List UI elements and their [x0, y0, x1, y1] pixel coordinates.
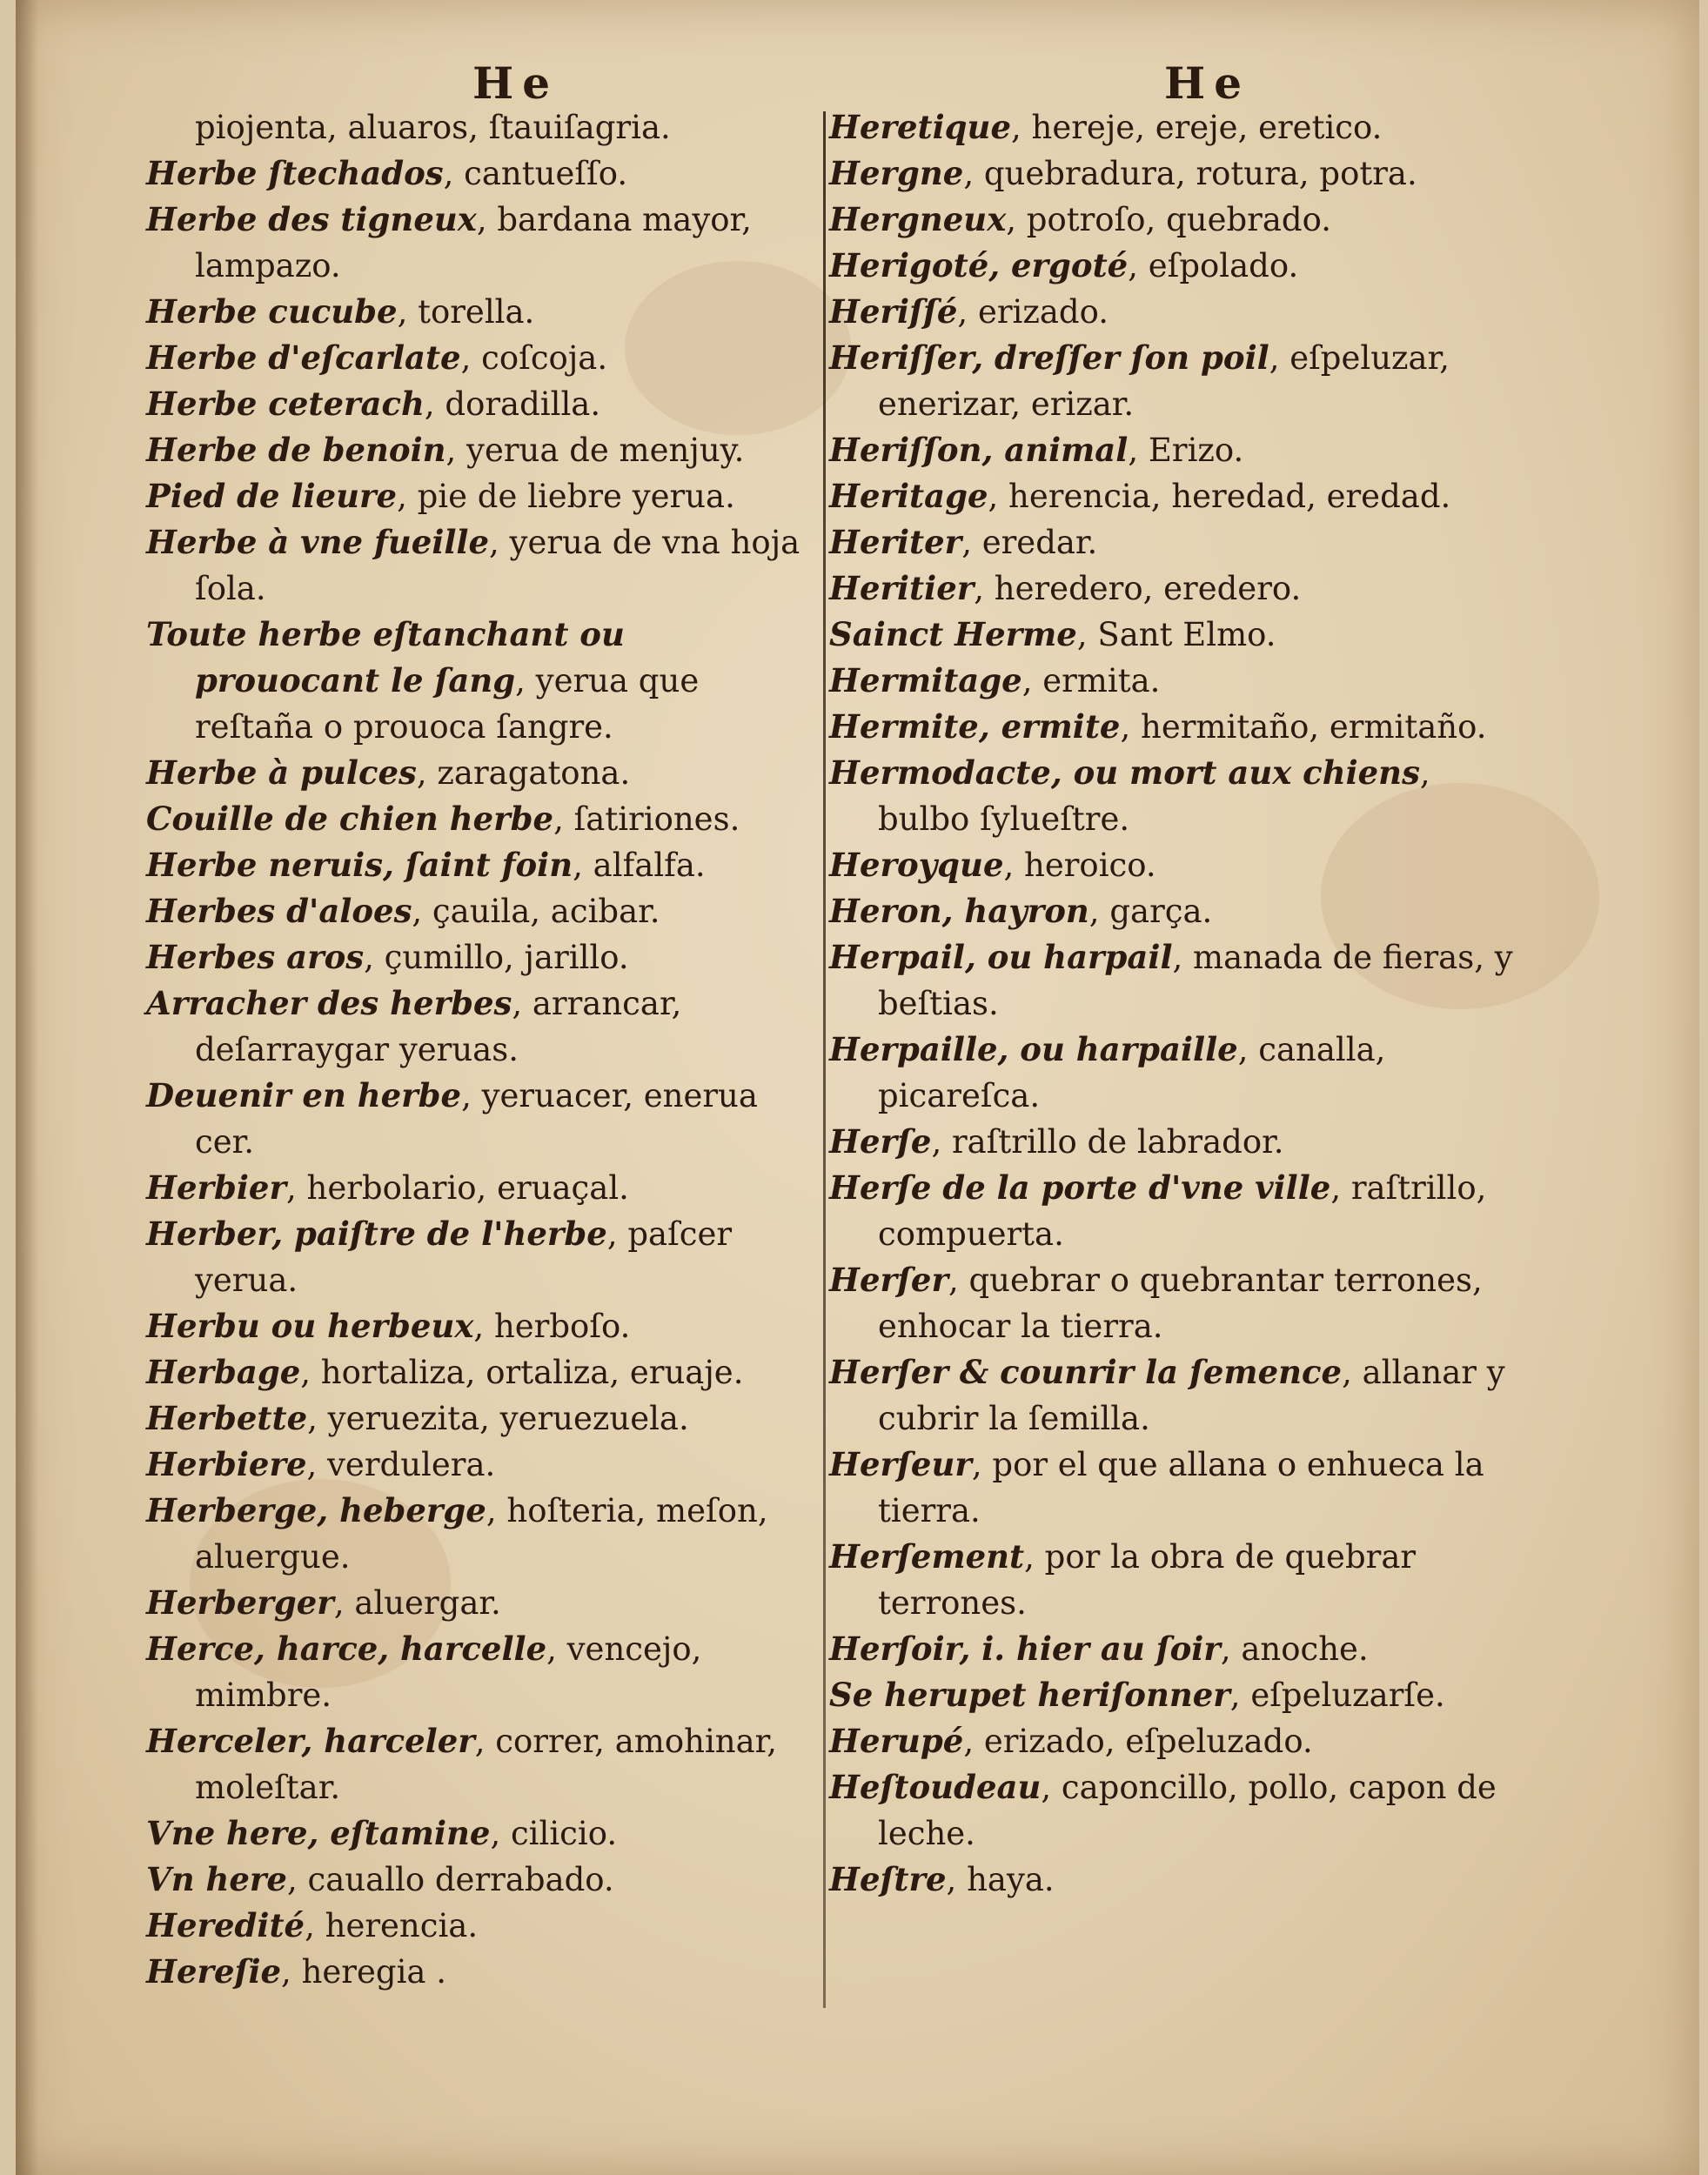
entry-headword: Herbes aros	[146, 938, 365, 976]
entry-headword: Couille de chien herbe	[146, 800, 554, 838]
entry-translation: , correr, amohinar, moleſtar.	[195, 1723, 778, 1806]
entry-headword: Herbu ou herbeux	[146, 1307, 474, 1345]
entry-translation: , coſcoja.	[460, 339, 608, 377]
entry-translation: , erizado, eſpeluzado.	[963, 1723, 1313, 1760]
dictionary-entry	[146, 519, 816, 612]
entry-headword: Deuenir en herbe	[146, 1076, 462, 1114]
dictionary-entry	[829, 842, 1525, 888]
dictionary-entry	[146, 1903, 816, 1949]
entry-headword: Heriſſé	[829, 292, 958, 331]
entry-headword: Herbe cucube	[146, 292, 398, 331]
entry-headword: Heritage	[829, 477, 988, 515]
dictionary-entry	[146, 1810, 816, 1857]
dictionary-entry	[829, 566, 1525, 612]
running-header-left: He	[472, 57, 559, 109]
entry-translation: , garça.	[1088, 893, 1213, 930]
entry-headword: Heriſſon, animal	[829, 431, 1129, 469]
entry-headword: Hergne	[829, 154, 964, 192]
dictionary-entry	[146, 750, 816, 796]
entry-translation: , Erizo.	[1128, 432, 1244, 469]
entry-headword: Herſe de la porte d'vne ville	[829, 1168, 1331, 1207]
dictionary-entry	[146, 1442, 816, 1488]
entry-translation: , erizado.	[957, 293, 1109, 331]
entry-headword: Herſement	[829, 1537, 1025, 1576]
entry-headword: Herbe à vne fueille	[146, 523, 490, 561]
entry-translation: , yerua de vna hoja ſola.	[195, 524, 800, 607]
dictionary-entry	[146, 473, 816, 519]
entry-headword: Herbe de benoin	[146, 431, 446, 469]
dictionary-entry	[829, 750, 1525, 842]
dictionary-entry	[146, 1073, 816, 1165]
dictionary-entry	[146, 1395, 816, 1442]
entry-translation: , yerua que reſtaña o prouoca ſangre.	[195, 662, 700, 746]
dictionary-entry	[146, 888, 816, 934]
entry-translation: , arrancar, deſarraygar yeruas.	[195, 985, 682, 1068]
dictionary-entry	[829, 1534, 1525, 1626]
entry-translation: , herbolario, eruaçal.	[285, 1169, 629, 1207]
entry-headword: Heron, hayron	[829, 892, 1089, 930]
entry-headword: Toute herbe eſtanchant ou prouocant le ſang	[146, 615, 625, 699]
entry-translation: , verdulera.	[306, 1446, 496, 1483]
entry-headword: Herceler, harceler	[146, 1722, 475, 1760]
dictionary-entry	[829, 1442, 1525, 1534]
entry-translation: , canalla, picareſca.	[878, 1031, 1386, 1114]
entry-translation: , quebradura, rotura, potra.	[963, 155, 1417, 192]
dictionary-entry	[146, 1949, 816, 1995]
entry-translation: , bulbo ſylueſtre.	[878, 754, 1430, 838]
dictionary-entry	[146, 197, 816, 289]
entry-headword: Herce, harce, harcelle	[146, 1630, 547, 1668]
dictionary-entry	[829, 427, 1525, 473]
entry-headword: Herbe d'eſcarlate	[146, 338, 461, 377]
entry-headword: Herberge, heberge	[146, 1491, 486, 1529]
dictionary-entry	[146, 980, 816, 1073]
entry-headword: Herbier	[146, 1168, 286, 1207]
entry-translation: , doradilla.	[424, 385, 601, 423]
dictionary-entry	[146, 289, 816, 335]
entry-translation: , herencia.	[305, 1907, 479, 1944]
entry-headword: Herber, paiſtre de l'herbe	[146, 1215, 607, 1253]
left-column	[146, 104, 816, 1995]
entry-headword: Herſer & counrir la ſemence	[829, 1353, 1343, 1391]
entry-translation: , cauallo derrabado.	[286, 1861, 614, 1898]
entry-translation: , herencia, heredad, eredad.	[988, 478, 1451, 515]
dictionary-entry	[146, 934, 816, 980]
entry-headword: Heretique	[829, 108, 1011, 146]
running-header-right: He	[1164, 57, 1251, 109]
entry-headword: Vn here	[146, 1860, 287, 1898]
dictionary-entry	[146, 1211, 816, 1303]
column-divider	[823, 111, 826, 2008]
dictionary-entry	[829, 612, 1525, 658]
entry-headword: Herbe des tigneux	[146, 200, 477, 238]
entry-translation: , haya.	[946, 1861, 1055, 1898]
entry-translation: , hereje, ereje, eretico.	[1011, 109, 1383, 146]
dictionary-entry	[146, 151, 816, 197]
entry-headword: Herpaille, ou harpaille	[829, 1030, 1238, 1068]
dictionary-entry	[829, 658, 1525, 704]
dictionary-entry	[146, 1349, 816, 1395]
entry-headword: Hermodacte, ou mort aux chiens	[829, 753, 1420, 792]
entry-translation: , caponcillo, pollo, capon de leche.	[878, 1769, 1497, 1852]
entry-translation: , pie de liebre yerua.	[397, 478, 735, 515]
entry-translation: , çauila, acibar.	[412, 893, 660, 930]
entry-headword: Herſer	[829, 1261, 948, 1299]
entry-headword: Heſtoudeau	[829, 1768, 1042, 1806]
entry-headword: Herbiere	[146, 1445, 307, 1483]
dictionary-entry	[146, 381, 816, 427]
entry-headword: Hermite, ermite	[829, 707, 1121, 746]
entry-headword: Hergneux	[829, 200, 1007, 238]
dictionary-entry	[829, 1257, 1525, 1349]
dictionary-entry	[829, 888, 1525, 934]
dictionary-entry	[829, 1764, 1525, 1857]
entry-headword: Herſe	[829, 1122, 932, 1161]
entry-headword: Heriſſer, dreſſer ſon poil	[829, 338, 1269, 377]
dictionary-entry	[146, 612, 816, 750]
entry-translation: , anoche.	[1220, 1630, 1369, 1668]
entry-translation: , heroico.	[1003, 847, 1156, 884]
dictionary-entry	[146, 1626, 816, 1718]
entry-translation: piojenta, aluaros, ſtauiſagria.	[195, 109, 671, 146]
dictionary-entry	[829, 934, 1525, 1027]
entry-translation: , raſtrillo, compuerta.	[878, 1169, 1487, 1253]
entry-headword: Heſtre	[829, 1860, 947, 1898]
dictionary-entry	[146, 1718, 816, 1810]
entry-headword: Heroyque	[829, 846, 1004, 884]
entry-headword: Herbe ſtechados	[146, 154, 444, 192]
entry-headword: Heriter	[829, 523, 962, 561]
entry-translation: , por la obra de quebrar terrones.	[878, 1538, 1417, 1622]
entry-translation: , yerua de menjuy.	[445, 432, 745, 469]
dictionary-entry	[146, 796, 816, 842]
entry-translation: , manada de fieras, y beſtias.	[878, 939, 1513, 1022]
entry-translation: , hermitaño, ermitaño.	[1120, 708, 1487, 746]
dictionary-entry	[146, 427, 816, 473]
entry-translation: , ermita.	[1021, 662, 1161, 699]
entry-headword: Herbe neruis, ſaint foin	[146, 846, 573, 884]
entry-headword: Herigoté, ergoté	[829, 246, 1129, 284]
dictionary-entry	[829, 519, 1525, 566]
entry-translation: , eſpeluzarſe.	[1229, 1676, 1445, 1714]
entry-headword: Sainct Herme	[829, 615, 1077, 653]
dictionary-entry	[829, 1626, 1525, 1672]
dictionary-entry	[829, 704, 1525, 750]
entry-translation: , cilicio.	[490, 1815, 618, 1852]
entry-headword: Vne here, eſtamine	[146, 1814, 491, 1852]
dictionary-entry	[146, 335, 816, 381]
entry-translation: , yeruezita, yeruezuela.	[307, 1400, 689, 1437]
entry-headword: Herbette	[146, 1399, 308, 1437]
entry-translation: , zaragatona.	[416, 754, 631, 792]
entry-translation: , cantueſſo.	[443, 155, 628, 192]
dictionary-entry	[829, 1857, 1525, 1903]
entry-translation: , eredar.	[961, 524, 1098, 561]
entry-headword: Herpail, ou harpail	[829, 938, 1173, 976]
entry-translation: , potroſo, quebrado.	[1006, 201, 1331, 238]
entry-translation: , bardana mayor, lampazo.	[195, 201, 752, 284]
entry-translation: , hoſteria, meſon, aluergue.	[195, 1492, 768, 1576]
entry-headword: Heritier	[829, 569, 975, 607]
dictionary-entry	[146, 1165, 816, 1211]
dictionary-entry	[829, 1165, 1525, 1257]
entry-translation: , allanar y cubrir la ſemilla.	[878, 1354, 1505, 1437]
entry-headword: Herſoir, i. hier au ſoir	[829, 1630, 1221, 1668]
dictionary-entry	[829, 151, 1525, 197]
entry-headword: Herſeur	[829, 1445, 972, 1483]
entry-translation: , herboſo.	[473, 1308, 631, 1345]
dictionary-entry	[829, 1349, 1525, 1442]
dictionary-entry	[829, 1119, 1525, 1165]
dictionary-entry	[146, 1580, 816, 1626]
entry-translation: , alfalfa.	[573, 847, 706, 884]
dictionary-entry	[829, 289, 1525, 335]
entry-translation: , çumillo, jarillo.	[364, 939, 629, 976]
dictionary-entry	[829, 197, 1525, 243]
dictionary-entry	[146, 842, 816, 888]
entry-headword: Arracher des herbes	[146, 984, 512, 1022]
entry-headword: Herbe ceterach	[146, 385, 425, 423]
entry-headword: Herbage	[146, 1353, 301, 1391]
entry-headword: Herberger	[146, 1583, 334, 1622]
entry-headword: Se herupet heriſonner	[829, 1676, 1230, 1714]
entry-translation: , Sant Elmo.	[1076, 616, 1276, 653]
dictionary-entry	[829, 104, 1525, 151]
book-page	[16, 0, 1699, 2175]
entry-headword: Heredité	[146, 1906, 305, 1944]
entry-translation: , quebrar o quebrantar terrones, enhocar la tierra.	[878, 1262, 1483, 1345]
right-column	[829, 104, 1525, 1903]
dictionary-entry	[829, 1027, 1525, 1119]
entry-translation: , heregia .	[281, 1953, 446, 1991]
entry-translation: , raſtrillo de labrador.	[931, 1123, 1284, 1161]
dictionary-entry	[146, 1857, 816, 1903]
entry-translation: , vencejo, mimbre.	[195, 1630, 702, 1714]
dictionary-entry	[829, 1672, 1525, 1718]
entry-headword: Hermitage	[829, 661, 1022, 699]
entry-translation: , ſatiriones.	[553, 800, 740, 838]
entry-headword: Hereſie	[146, 1952, 282, 1991]
dictionary-entry	[829, 335, 1525, 427]
entry-headword: Herbes d'aloes	[146, 892, 412, 930]
entry-translation: , yeruacer, enerua cer.	[195, 1077, 758, 1161]
entry-translation: , por el que allana o enhueca la tierra.	[878, 1446, 1484, 1529]
entry-headword: Herbe à pulces	[146, 753, 417, 792]
entry-translation: , eſpolado.	[1128, 247, 1299, 284]
dictionary-entry	[829, 1718, 1525, 1764]
entry-translation: , hortaliza, ortaliza, eruaje.	[300, 1354, 744, 1391]
entry-headword: Herupé	[829, 1722, 964, 1760]
dictionary-entry	[146, 1488, 816, 1580]
entry-translation: , aluergar.	[333, 1584, 501, 1622]
dictionary-entry	[146, 104, 816, 151]
entry-translation: , eſpeluzar, enerizar, erizar.	[878, 339, 1450, 423]
dictionary-entry	[146, 1303, 816, 1349]
dictionary-entry	[829, 243, 1525, 289]
entry-translation: , torella.	[397, 293, 535, 331]
entry-translation: , heredero, eredero.	[974, 570, 1302, 607]
entry-headword: Pied de lieure	[146, 477, 398, 515]
dictionary-entry	[829, 473, 1525, 519]
entry-translation: , paſcer yerua.	[195, 1215, 733, 1299]
